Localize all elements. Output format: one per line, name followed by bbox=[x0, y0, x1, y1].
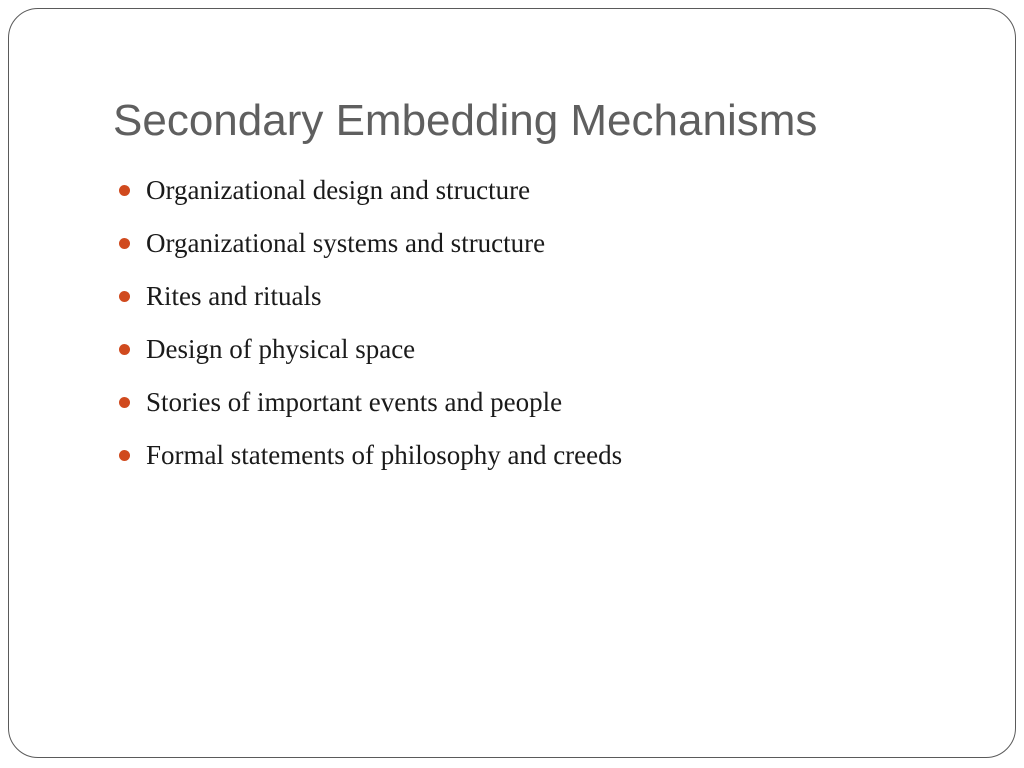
bullet-item bbox=[113, 224, 622, 277]
bullet-item bbox=[113, 330, 622, 383]
slide-title: Secondary Embedding Mechanisms bbox=[113, 96, 818, 145]
bullet-item bbox=[113, 383, 622, 436]
bullet-item bbox=[113, 277, 622, 330]
bullet-text: Rites and rituals bbox=[146, 281, 322, 311]
bullet-text: Organizational systems and structure bbox=[146, 228, 546, 258]
bullet-list bbox=[113, 171, 622, 489]
slide-frame bbox=[8, 8, 1016, 758]
bullet-item bbox=[113, 436, 622, 489]
bullet-dot-icon bbox=[119, 397, 130, 408]
bullet-dot-icon bbox=[119, 185, 130, 196]
bullet-text: Organizational design and structure bbox=[146, 175, 531, 205]
bullet-dot-icon bbox=[119, 450, 130, 461]
bullet-text: Design of physical space bbox=[146, 334, 416, 364]
bullet-text: Stories of important events and people bbox=[146, 387, 563, 417]
bullet-dot-icon bbox=[119, 344, 130, 355]
bullet-item bbox=[113, 171, 622, 224]
bullet-text: Formal statements of philosophy and creeds bbox=[146, 440, 623, 470]
bullet-dot-icon bbox=[119, 291, 130, 302]
bullet-dot-icon bbox=[119, 238, 130, 249]
